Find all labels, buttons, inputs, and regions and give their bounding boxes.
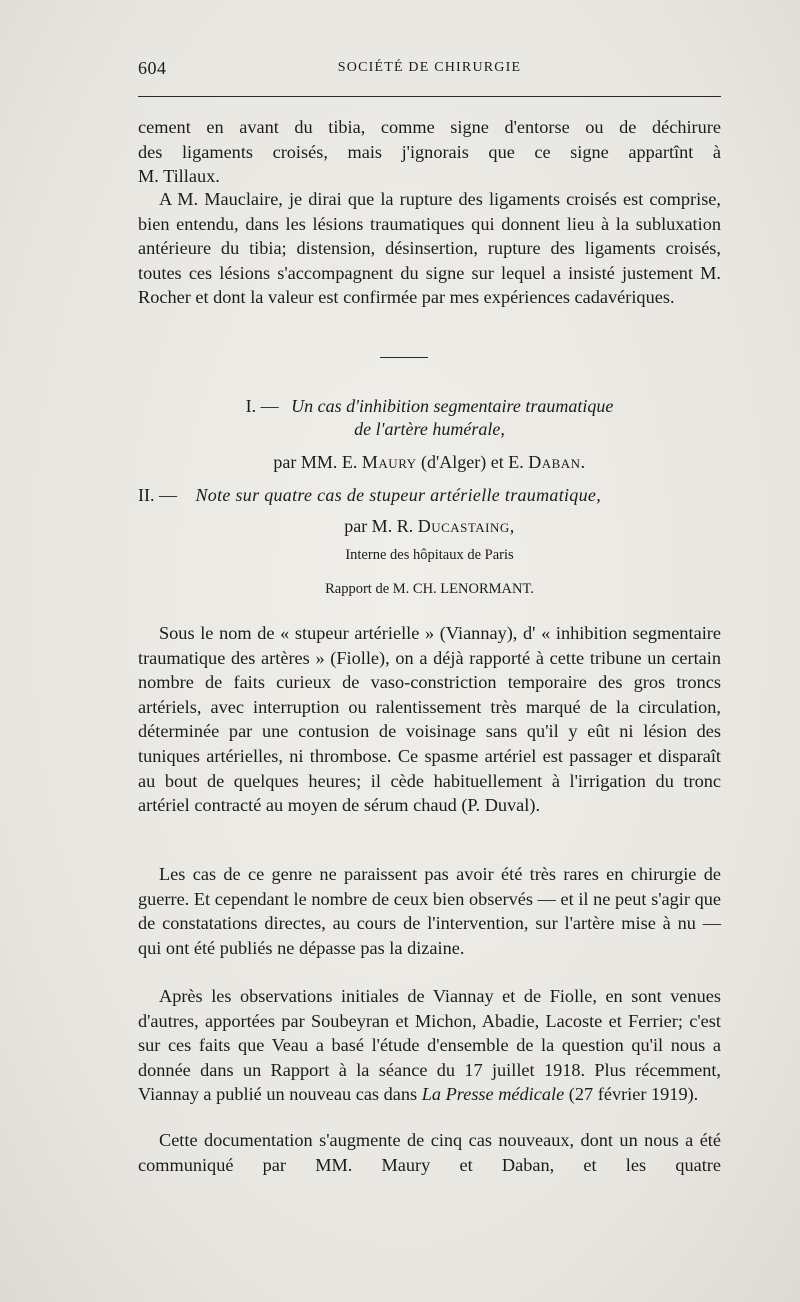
body-paragraph-3-text: Après les observations initiales de Viannay et de Fiolle, en sont venues d'autres, apportées par Soubeyran et Michon, Abadie, Lacoste et Ferrier; c'est sur ces faits que Veau a basé l'étude d'ensemble de la question qu'il nous a donnée dans un Rapport à la séance du 17 juillet 1918. Plus récemment, Viannay a publié un nouveau cas dans xyxy=(138,986,721,1105)
article-1-author-2: Daban. xyxy=(528,452,586,472)
article-1-byline xyxy=(138,452,721,473)
header-rule xyxy=(138,96,721,97)
body-paragraph-4 xyxy=(138,1128,721,1177)
paragraph-mauclaire xyxy=(138,187,721,310)
article-2-report: Rapport de M. CH. LENORMANT. xyxy=(325,581,534,597)
article-2-title-line xyxy=(138,485,721,506)
continuation-line-1: cement en avant du tibia, comme signe d'entorse ou de déchirure xyxy=(138,117,721,137)
article-2-author: Ducastaing, xyxy=(417,516,515,536)
article-1-title: Un cas d'inhibition segmentaire traumatique xyxy=(291,396,614,416)
body-paragraph-2-text: Les cas de ce genre ne paraissent pas avoir été très rares en chirurgie de guerre. Et cependant le nombre de ceux bien observés — et il ne peut s'agir que de constatations directes, au cours de l'intervention, sur l'artère mise à nu — qui ont été publiés ne dépasse pas la dizaine. xyxy=(138,864,721,958)
page-header xyxy=(138,58,721,86)
running-head: SOCIÉTÉ DE CHIRURGIE xyxy=(337,60,522,75)
article-1-number: I. — xyxy=(245,396,279,416)
article-1-title-line-1 xyxy=(138,396,721,417)
article-1-byline-prefix: par MM. E. xyxy=(273,452,358,472)
body-paragraph-3 xyxy=(138,984,721,1107)
paragraph-mauclaire-text: A M. Mauclaire, je dirai que la rupture des ligaments croisés est comprise, bien entendu, dans les lésions traumatiques qui donnent lieu à la subluxation antérieure du tibia; distension, désinsertion, rupture des ligaments croisés, toutes ces lésions s'accompagnent du signe sur lequel a insisté justement M. Rocher et dont la valeur est confirmée par mes expériences cadavériques. xyxy=(138,189,721,308)
continuation-text xyxy=(138,115,721,189)
article-2-byline-prefix: par M. R. xyxy=(344,516,414,536)
article-1-author-1: Maury xyxy=(361,452,417,472)
journal-title: La Presse médicale xyxy=(421,1084,565,1105)
article-2-byline xyxy=(138,516,721,537)
article-2-affiliation: Interne des hôpitaux de Paris xyxy=(345,547,514,563)
article-2-number: II. — xyxy=(138,485,177,505)
continuation-line-2: des ligaments croisés, mais j'ignorais que ce signe appartînt à xyxy=(138,141,721,162)
body-paragraph-1 xyxy=(138,621,721,818)
body-paragraph-4-text: Cette documentation s'augmente de cinq cas nouveaux, dont un nous a été communiqué par MM. Maury et Daban, et les quatre xyxy=(138,1130,721,1175)
article-1-author-place: (d'Alger) et E. xyxy=(421,452,524,472)
page-number: 604 xyxy=(138,58,167,78)
article-1-title-line-2: de l'artère humérale, xyxy=(354,419,505,439)
body-paragraph-3-date: (27 février 1919). xyxy=(568,1084,699,1105)
body-paragraph-1-text: Sous le nom de « stupeur artérielle » (Viannay), d' « inhibition segmentaire traumatique des artères » (Fiolle), on a déjà rapporté à cette tribune un certain nombre de faits curieux de vaso-constriction temporaire des gros troncs artériels, avec interruption ou ralentissement très marqué de la circulation, déterminée par une contusion de voisinage sans qu'il y eût ni lésion des tuniques artérielles, ni thrombose. Ce spasme artériel est passager et disparaît au bout de quelques heures; il cède habituellement à l'irrigation du tronc artériel contracté au moyen de sérum chaud (P. Duval). xyxy=(138,623,721,816)
continuation-line-3: M. Tillaux. xyxy=(138,166,220,187)
article-2-title: Note sur quatre cas de stupeur artérielle traumatique, xyxy=(195,485,601,505)
body-paragraph-2 xyxy=(138,862,721,960)
section-separator xyxy=(380,357,428,358)
